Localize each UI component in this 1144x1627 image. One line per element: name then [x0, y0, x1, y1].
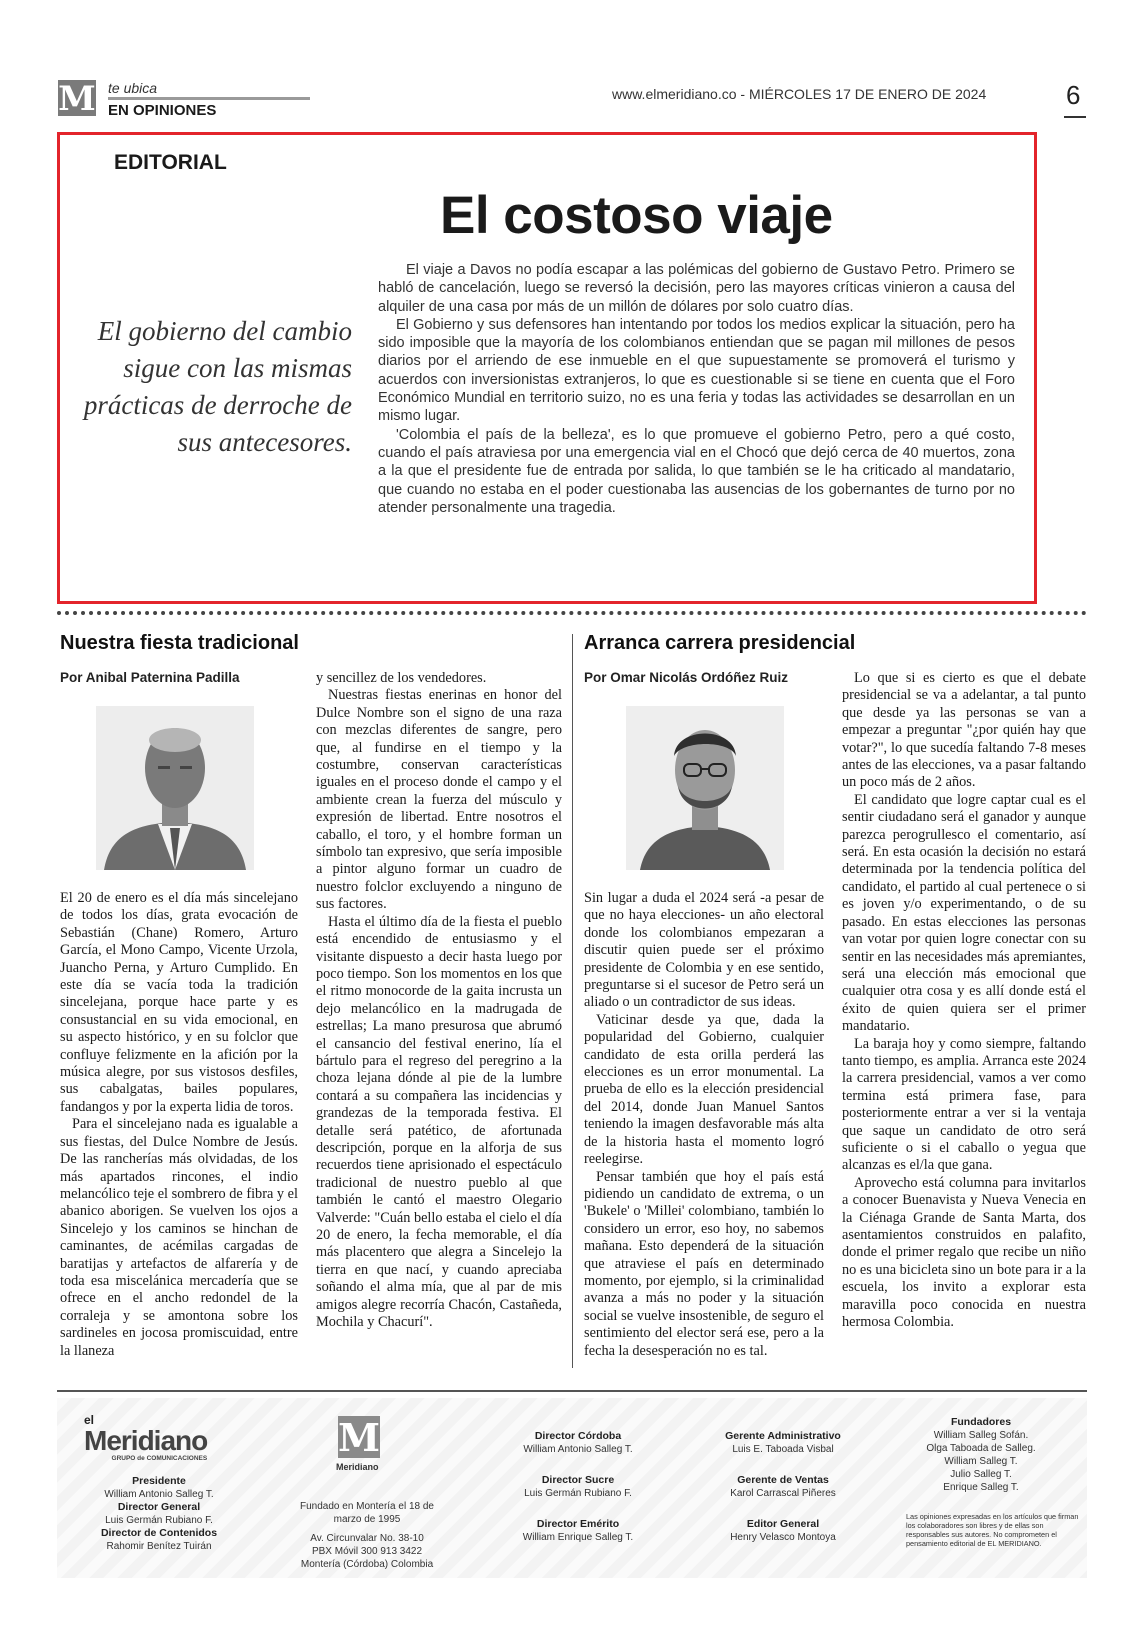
editorial-pull-quote: El gobierno del cambio sigue con las mismas prácticas de derroche de sus antecesores. [83, 316, 352, 457]
article-paragraph: y sencillez de los vendedores. [316, 670, 487, 686]
fundador-name: William Salleg Sofán. [933, 1430, 1029, 1441]
brand-name: Meridiano [84, 1425, 208, 1456]
article-paragraph: Hasta el último día de la fiesta el pueblo está encendido de entusiasmo y el visitante dispuesto a decir hasta luego por poco tiempo. Son los momentos en los que el ritmo monocorde de la gaita incrusta un dejo melancólico en la madrugada de estrellas; La mano presurosa que abrumó el cansancio del festival enerino, lía el bártulo para el regreso del peregrino a la choza lejana dónde al pie de la lumbre contará a su compañera las incidencias y grandezas de la temporada festiva. El detalle será patético, de afortunada descripción, porque en la alforja de sus recuerdos tiene aprisionado el espectáculo tradicional de nuestro pueblo al que también le cantó el maestro Olegario Valverde: "Cuán bello estaba el cielo el día 20 de enero, la fecha memorable, el día más placentero que alegra a Sincelejo la tierra en que nací, y cuando apreciaba soñando el alma mía, que al par de mis amigos alegre recorría Chacón, Castañeda, Mochila y Chacurí". [316, 913, 563, 1331]
editor-general-label: Editor General [746, 1518, 820, 1530]
footer-founding-info [292, 1500, 442, 1571]
right-article-byline: Por Omar Nicolás Ordóñez Ruiz [584, 670, 789, 685]
footer-rule [57, 1390, 1087, 1392]
site-logo[interactable]: M [58, 79, 96, 119]
footer-m-logo-caption: Meridiano [336, 1462, 379, 1472]
director-emerito-label: Director Emérito [536, 1518, 620, 1530]
gerente-admin-label: Gerente Administrativo [725, 1430, 841, 1442]
fundadores-label: Fundadores [950, 1416, 1012, 1428]
footer-directors-center [494, 1430, 662, 1544]
article-paragraph: Lo que si es cierto es que el debate presidencial se va a adelantar, a tal punto que desde ya las personas se van a empezar a preguntar "¿por quién hay que votar?", lo que sucedía faltando 7-8 meses antes de las elecciones, va a pasar faltando un poco más de 2 años. [842, 670, 1086, 791]
gerente-ventas-label: Gerente de Ventas [737, 1474, 829, 1486]
article-paragraph: Para el sincelejano nada es igualable a sus fiestas, del Dulce Nombre de Jesús. De las rancherías más olvidadas, de los más apartados rincones, el indio melancólico teje el sombrero de fibra y el abanico aborigen. Se vuelven los ojos a Sincelejo y los caminos se hinchan de caminantes, de acémilas cargadas de baratijas y artefactos de alfarería y de toda esa miscelánica mercadería que se ofrece en el ancho redondel de la corraleja y se amontona sobre los sardineles en jocosa promiscuidad, entre la llaneza [60, 1116, 298, 1359]
footer-founders [906, 1416, 1056, 1494]
page-number-underline [1064, 116, 1086, 118]
left-article-column-2 [316, 670, 562, 1331]
director-emerito-name: William Enrique Salleg T. [522, 1532, 634, 1543]
section-title: EN OPINIONES [108, 102, 217, 119]
gerente-ventas-name: Karol Carrascal Piñeres [730, 1488, 836, 1499]
left-article-byline: Por Anibal Paternina Padilla [60, 670, 240, 685]
footer-brand-logo[interactable] [84, 1413, 207, 1462]
director-sucre-label: Director Sucre [541, 1474, 615, 1486]
fundador-name: Enrique Salleg T. [943, 1482, 1019, 1493]
left-article-title: Nuestra fiesta tradicional [60, 632, 299, 654]
article-paragraph: El 20 de enero es el día más sincelejano de todos los días, grata evocación de Sebastián (Chane) Romero, Arturo García, el Mono Campo, Vicente Urzola, Juancho Perna, y Arturo Cumplido. En este día se vacía toda la tradición sincelejana, porque hace parte y es consustancial en su vida emocional, en su aspecto histórico, y en su folclor que confluye felizmente en la afición por la música alegre, por sus vistosos desfiles, sus cabalgatas, bailes populares, fandangos y por la experta lidia de toros. [60, 890, 298, 1115]
dotted-separator [57, 611, 1087, 615]
header-tagline: te ubica [108, 80, 158, 96]
article-paragraph: Aprovecho está columna para invitarlos a conocer Buenavista y Nueva Venecia en la Ciénaga Grande de Santa Marta, dos asentamientos construidos en palafito, donde el primer regalo que recibe un niño no es una bicicleta sino un bote para ir a la escuela, los invito a explorar esta maravilla poco conocida en nuestra hermosa Colombia. [842, 1174, 1086, 1331]
footer-disclaimer: Las opiniones expresadas en los artículos que firman los colaboradores son libres y de ellas son responsables sus autores. No comprometen el pensamiento editorial de EL MERIDIANO. [906, 1512, 1079, 1548]
editor-general-name: Henry Velasco Montoya [730, 1532, 836, 1543]
right-article-title: Arranca carrera presidencial [584, 632, 856, 654]
footer-m-logo[interactable]: M [338, 1415, 381, 1460]
editorial-paragraph: El viaje a Davos no podía escapar a las polémicas del gobierno de Gustavo Petro. Primero se habló de cancelación, luego se reversó la decisión, pero las mayores críticas vinieron a causa del alquiler de una casa por más de un millón de dólares por solo cuatro días. [378, 262, 1015, 315]
presidente-label: Presidente [132, 1475, 186, 1487]
article-paragraph: Vaticinar desde ya que, dada la popularidad del Gobierno, cualquier candidato de esta orilla perderá las elecciones es un error monumental. La prueba de ello es la elección presidencial del 2014, donde Juan Manuel Santos teniendo la imagen desfavorable más alta de la historia hasta el momento logró reelegirse. [584, 1011, 824, 1168]
article-paragraph: Pensar también que hoy el país está pidiendo un candidato de extrema, o un 'Bukele' o 'Millei' colombiano, también lo considero un error, eso hoy, no sabemos mañana. Esto dependerá de la situación que atraviese el país en determinado momento, por ejemplo, si la criminalidad avanza a más no poder y la situación social se vuelve insostenible, de seguro el sentimiento del elector será ese, pero a la fecha la desesperación no es tal. [584, 1168, 824, 1359]
director-contenidos-label: Director de Contenidos [100, 1527, 218, 1539]
author-portrait-icon [96, 706, 254, 870]
brand-el: el [84, 1413, 95, 1427]
fundador-name: William Salleg T. [944, 1456, 1018, 1467]
gerente-admin-name: Luis E. Taboada Visbal [732, 1444, 834, 1455]
city-text: Montería (Córdoba) Colombia [300, 1559, 434, 1570]
footer-directors-left [74, 1475, 244, 1553]
right-article-column-2 [842, 670, 1086, 1331]
author-photo-paternina [96, 706, 254, 870]
left-article-column-1 [60, 890, 298, 1360]
director-general-label: Director General [117, 1501, 201, 1513]
fundador-name: Julio Salleg T. [950, 1469, 1012, 1480]
editorial-title: El costoso viaje [440, 186, 833, 245]
director-contenidos-name: Rahomir Benítez Tuirán [106, 1541, 212, 1552]
footer-managers [698, 1430, 868, 1544]
editorial-paragraph: El Gobierno y sus defensores han intentando por todos los medios explicar la situación, pero ha sido imposible que la mayoría de los colombianos entiendan que se pagan mil millones de pesos diarios por el arriendo de ese inmueble en el que supuestamente se promoverá el turismo y acuerdos con inversionistas extranjeros, lo que es cuestionable si se tiene en cuenta que el Foro Económico Mundial en territorio suizo, no es una feria y todas las actividades se desarrollan en un mismo lugar. [378, 316, 1015, 425]
article-paragraph: La baraja hoy y como siempre, faltando tanto tiempo, es amplia. Arranca este 2024 la carrera presidencial, vamos a ver como termina está primera fase, para posteriormente entrar a ver si la ventaja que saque un candidato de otro será suficiente o si el caballo o yegua que alcanzas es el/la que gana. [842, 1035, 1086, 1174]
article-paragraph: Nuestras fiestas enerinas en honor del Dulce Nombre son el signo de una raza con mezclas diferentes de sangre, pero que, al fundirse en el tiempo y la costumbre, conservan características iguales en el proceso donde el campo y el ambiente crean la fuerza del músculo y expresión de libertad. Entre nosotros el caballo, el toro, y el hombre forman un símbolo tan expresivo, que sería imposible a pintor alguno formar un cuadro de nuestro folclor excluyendo a ninguno de sus factores. [316, 687, 562, 913]
date-line: www.elmeridiano.co - MIÉRCOLES 17 DE ENERO DE 2024 [612, 86, 987, 102]
page-number: 6 [1066, 80, 1081, 110]
header-rule [108, 97, 310, 100]
article-paragraph: Sin lugar a duda el 2024 será -a pesar de que no haya elecciones- un año electoral donde los colombianos empezaran a discutir quien puede ser el próximo presidente de Colombia y en ese sentido, preguntarse si el sucesor de Petro será un aliado o un contradictor de sus ideas. [584, 890, 824, 1011]
director-cordoba-name: William Antonio Salleg T. [523, 1444, 633, 1455]
director-general-name: Luis Germán Rubiano F. [105, 1515, 213, 1526]
author-photo-ordonez [626, 706, 784, 870]
article-paragraph: El candidato que logre captar cual es el sentir ciudadano será el ganador y aunque parezca perogrullesco el comentario, así será. En esta ocasión la decisión no estará determinada por la tendencia política del candidato, el partido al cual pertenece o si es joven y/o experimentando, o de su pasado. En estas elecciones las personas van votar por quien logre conectar con su sentir en las necesidades más apremiantes, será una elección más emocional que cualquier otra cosa y es allí donde está el éxito de quien quiera ser el primer mandatario. [842, 791, 1086, 1035]
author-portrait-icon [626, 706, 784, 870]
founded-text: Fundado en Montería el 18 de marzo de 1995 [300, 1501, 434, 1525]
editorial-paragraph: 'Colombia el país de la belleza', es lo que promueve el gobierno Petro, pero a qué costo, cuando el país atraviesa por una emergencia vial en el Chocó que dejó cerca de 40 muertos, zona a la que el presidente fue de entrada por salida, lo que también se le ha criticado al mandatario, que cuando no estaba en el poder cuestionaba las ausencias de los gobernantes de turno por no atender personalmente una tragedia. [378, 426, 1015, 516]
editorial-box [57, 132, 1037, 604]
editorial-label: EDITORIAL [114, 151, 227, 174]
director-sucre-name: Luis Germán Rubiano F. [524, 1488, 632, 1499]
brand-group: GRUPO de COMUNICACIONES [111, 1455, 208, 1462]
presidente-name: William Antonio Salleg T. [104, 1489, 214, 1500]
right-article-column-1 [584, 890, 824, 1360]
director-cordoba-label: Director Córdoba [534, 1430, 622, 1442]
address-text: Av. Circunvalar No. 38-10 [310, 1533, 424, 1544]
phone-text: PBX Móvil 300 913 3422 [311, 1546, 423, 1557]
editorial-body [378, 261, 1015, 517]
fundador-name: Olga Taboada de Salleg. [926, 1443, 1036, 1454]
column-divider [572, 634, 573, 1368]
